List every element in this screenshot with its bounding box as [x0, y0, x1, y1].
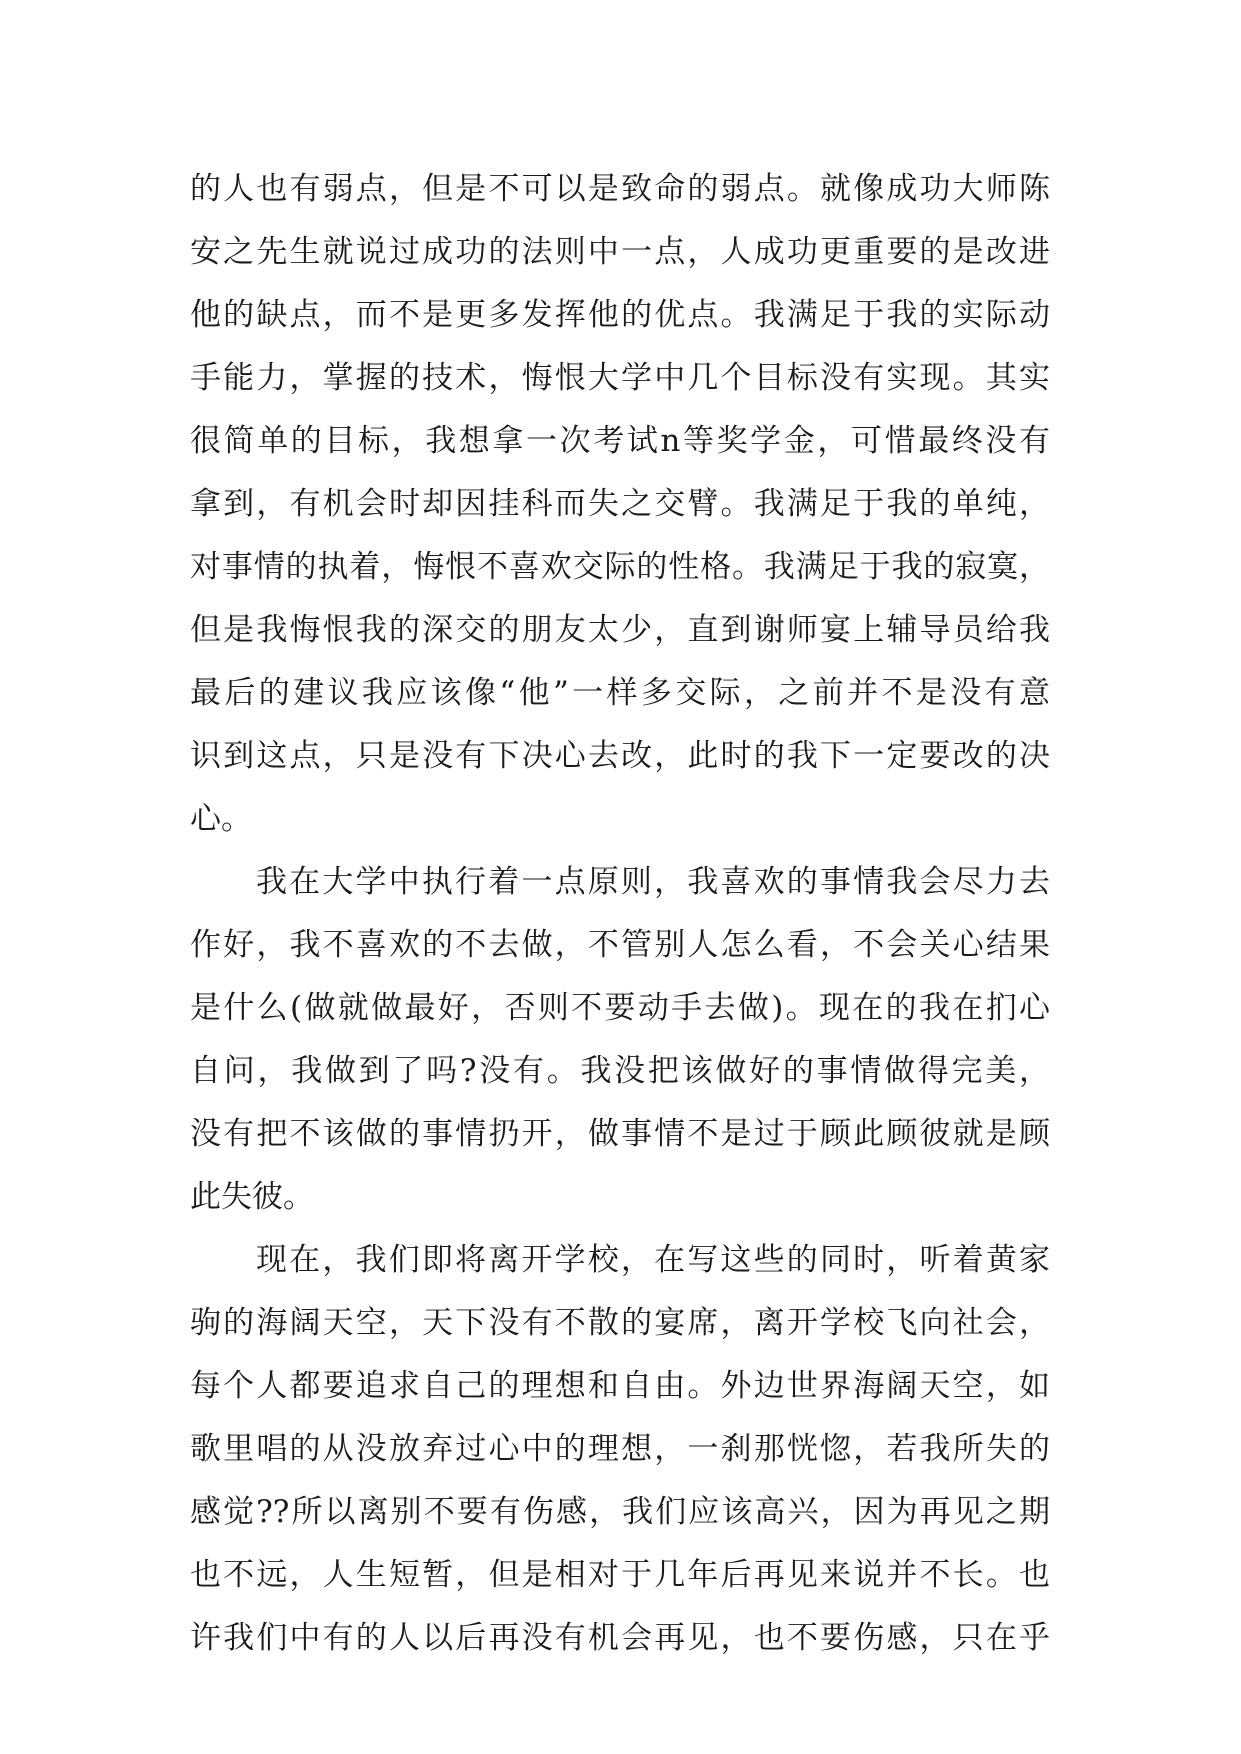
paragraph-1 [190, 158, 1050, 851]
text-line: 没有把不该做的事情扔开，做事情不是过于顾此顾彼就是顾 [190, 1116, 1050, 1152]
text-line: 但是我悔恨我的深交的朋友太少，直到谢师宴上辅导员给我 [190, 612, 1050, 648]
text-line: 歌里唱的从没放弃过心中的理想，一刹那恍惚，若我所失的 [190, 1431, 1050, 1467]
text-line: 许我们中有的人以后再没有机会再见，也不要伤感，只在乎 [190, 1620, 1050, 1656]
text-line: 我在大学中执行着一点原则，我喜欢的事情我会尽力去 [256, 864, 1050, 900]
text-line: 此失彼。 [190, 1179, 314, 1215]
text-line: 现在，我们即将离开学校，在写这些的同时，听着黄家 [256, 1242, 1050, 1278]
text-line: 他的缺点，而不是更多发挥他的优点。我满足于我的实际动 [190, 297, 1050, 333]
body-text [190, 158, 1050, 1670]
paragraph-3 [190, 1229, 1050, 1670]
text-line: 最后的建议我应该像“他”一样多交际，之前并不是没有意 [190, 675, 1050, 711]
text-line: 是什么(做就做最好，否则不要动手去做)。现在的我在扪心 [190, 990, 1050, 1026]
text-line: 对事情的执着，悔恨不喜欢交际的性格。我满足于我的寂寞， [190, 549, 1050, 585]
paragraph-2 [190, 851, 1050, 1229]
text-line: 识到这点，只是没有下决心去改，此时的我下一定要改的决 [190, 738, 1050, 774]
text-line: 很简单的目标，我想拿一次考试n等奖学金，可惜最终没有 [190, 423, 1050, 459]
text-line: 每个人都要追求自己的理想和自由。外边世界海阔天空，如 [190, 1368, 1050, 1404]
text-line: 的人也有弱点，但是不可以是致命的弱点。就像成功大师陈 [190, 171, 1050, 207]
text-line: 安之先生就说过成功的法则中一点，人成功更重要的是改进 [190, 234, 1050, 270]
text-line: 作好，我不喜欢的不去做，不管别人怎么看，不会关心结果 [190, 927, 1050, 963]
text-line: 自问，我做到了吗?没有。我没把该做好的事情做得完美， [190, 1053, 1050, 1089]
text-line: 拿到，有机会时却因挂科而失之交臂。我满足于我的单纯， [190, 486, 1050, 522]
text-line: 手能力，掌握的技术，悔恨大学中几个目标没有实现。其实 [190, 360, 1050, 396]
text-line: 也不远，人生短暂，但是相对于几年后再见来说并不长。也 [190, 1557, 1050, 1593]
text-line: 驹的海阔天空，天下没有不散的宴席，离开学校飞向社会， [190, 1305, 1050, 1341]
text-line: 心。 [190, 801, 252, 837]
text-line: 感觉??所以离别不要有伤感，我们应该高兴，因为再见之期 [190, 1494, 1050, 1530]
